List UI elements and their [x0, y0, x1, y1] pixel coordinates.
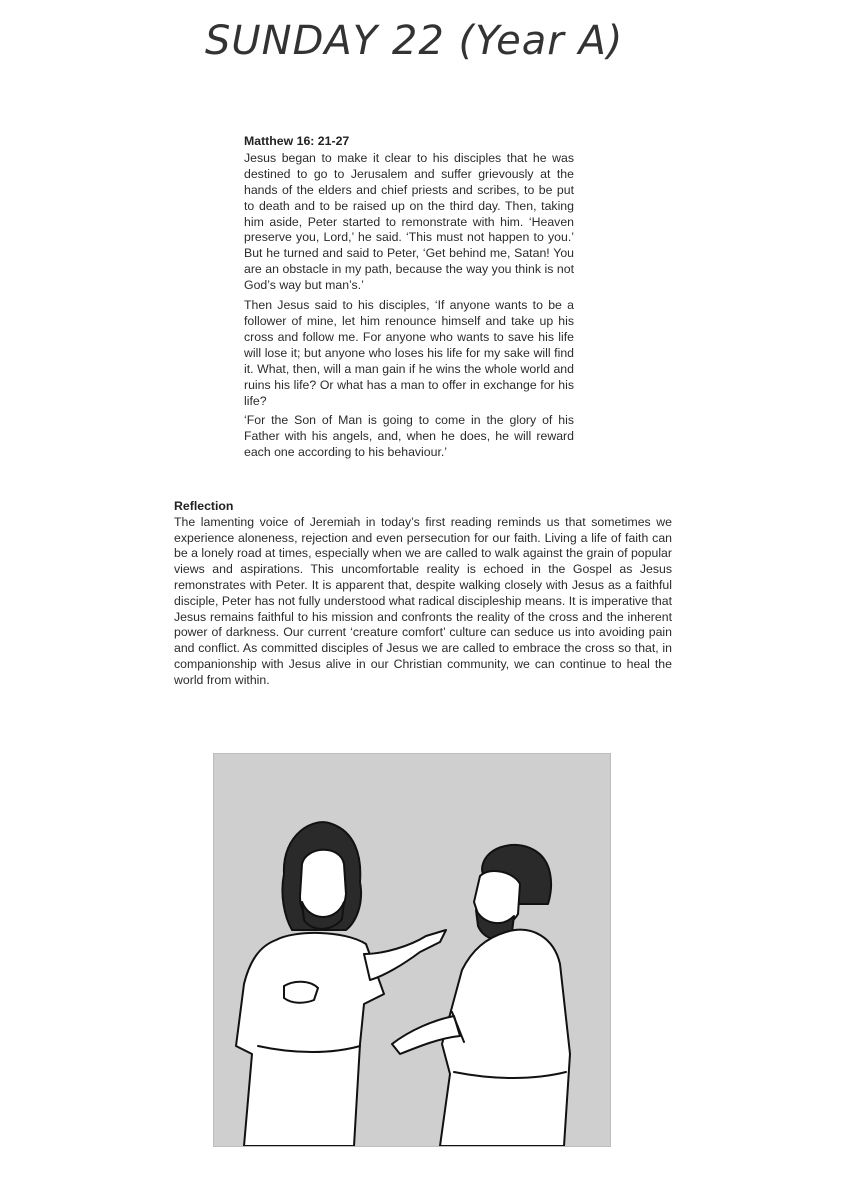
gospel-paragraph: ‘For the Son of Man is going to come in the glory of his Father with his angels, and, when he does, he will reward each one according to his behaviour.’: [244, 413, 574, 460]
reflection-text: The lamenting voice of Jeremiah in today’s first reading reminds us that sometimes we experience aloneness, rejection and even persecution for our faith. Living a life of faith can be a lonely road at times, especially when we are called to walk against the grain of popular views and aspirations. This uncomfortable reality is echoed in the Gospel as Jesus remonstrates with Peter. It is apparent that, despite walking closely with Jesus as a faithful disciple, Peter has not fully understood what radical discipleship means. It is imperative that Jesus remains faithful to his mission and confronts the reality of the cross and the inherent power of darkness. Our current ‘creature comfort’ culture can seduce us into avoiding pain and conflict. As committed disciples of Jesus we are called to embrace the cross so that, in companionship with Jesus alive in our Christian community, we can continue to heal the world from within.: [174, 514, 672, 687]
illustration-drawing: [214, 754, 610, 1146]
scripture-reference: Matthew 16: 21-27: [244, 134, 350, 148]
gospel-reading: [244, 134, 574, 465]
reflection-section: [174, 499, 672, 689]
jesus-left-hand: [284, 982, 318, 1003]
page-title: SUNDAY 22 (Year A): [205, 18, 624, 64]
illustration-jesus-and-peter: [213, 753, 611, 1147]
gospel-paragraph: Then Jesus said to his disciples, ‘If anyone wants to be a follower of mine, let him renounce himself and take up his cross and follow me. For anyone who wants to save his life will lose it; but anyone who loses his life for my sake will find it. What, then, will a man gain if he wins the whole world and ruins his life? Or what has a man to offer in exchange for his life?: [244, 298, 574, 408]
gospel-paragraph: Jesus began to make it clear to his disciples that he was destined to go to Jerusalem and suffer grievously at the hands of the elders and chief priests and scribes, to be put to death and to be raised up on the third day. Then, taking him aside, Peter started to remonstrate with him. ‘Heaven preserve you, Lord,’ he said. ‘This must not happen to you.’ But he turned and said to Peter, ‘Get behind me, Satan! You are an obstacle in my path, because the way you think is not God’s way but man’s.’: [244, 150, 574, 293]
reflection-heading: Reflection: [174, 499, 234, 513]
